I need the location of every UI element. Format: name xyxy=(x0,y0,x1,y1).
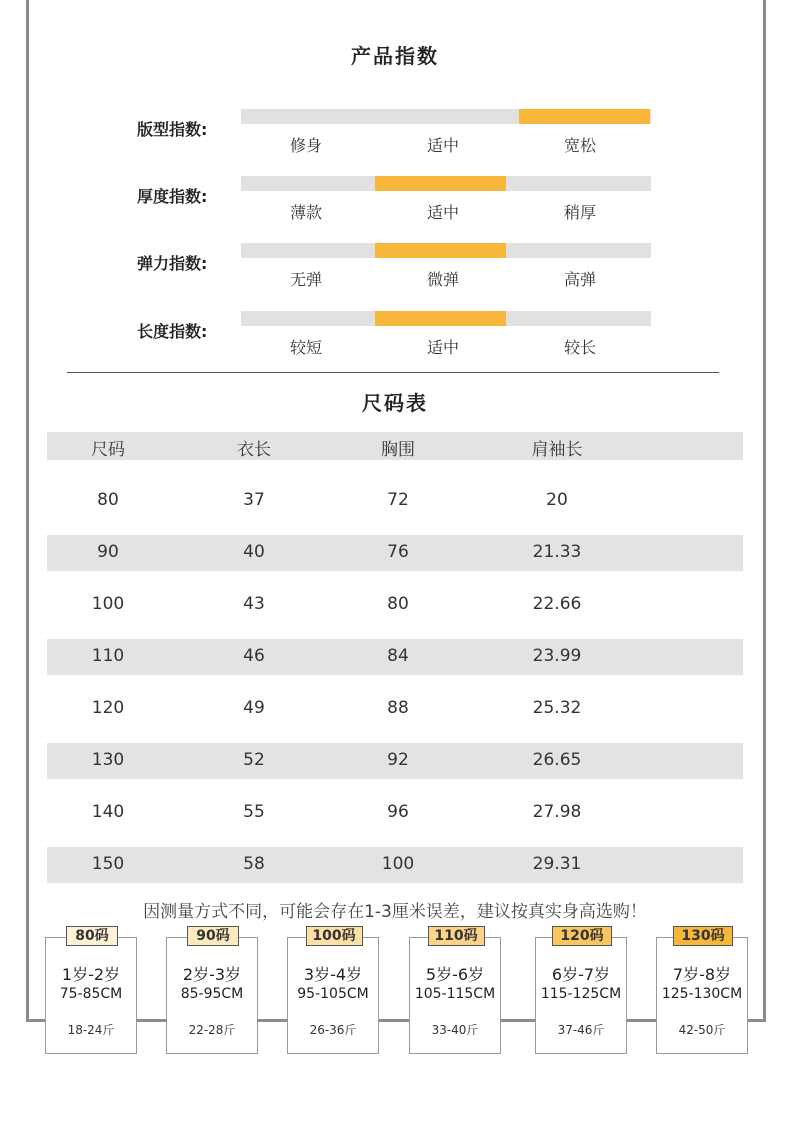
size-card-weight: 37-46斤 xyxy=(557,1023,605,1037)
size-card-weight: 22-28斤 xyxy=(188,1023,236,1037)
table-cell: 76 xyxy=(387,542,409,562)
product-index-title: 产品指数 xyxy=(351,44,439,68)
size-card-height: 125-130CM xyxy=(661,986,743,1002)
size-card-age: 1岁-2岁 xyxy=(61,965,121,984)
size-card-height: 75-85CM xyxy=(59,986,123,1002)
index-bar-active-segment xyxy=(375,243,506,258)
size-card xyxy=(45,937,137,1054)
table-cell: 58 xyxy=(243,854,265,874)
index-bar xyxy=(241,176,651,191)
index-bar-active-segment xyxy=(519,109,650,124)
index-option: 较短 xyxy=(289,338,322,357)
index-option: 修身 xyxy=(289,136,322,155)
size-card-age: 5岁-6岁 xyxy=(425,965,485,984)
table-cell: 27.98 xyxy=(532,802,582,822)
index-option: 较长 xyxy=(563,338,596,357)
size-card-age: 7岁-8岁 xyxy=(672,965,732,984)
table-cell: 22.66 xyxy=(532,594,582,614)
index-option: 适中 xyxy=(426,136,459,155)
size-card-age: 3岁-4岁 xyxy=(303,965,363,984)
table-cell: 43 xyxy=(243,594,265,614)
table-cell: 80 xyxy=(387,594,409,614)
table-cell: 100 xyxy=(91,594,125,614)
size-card xyxy=(656,937,748,1054)
index-option: 适中 xyxy=(426,203,459,222)
table-row xyxy=(47,688,743,730)
index-label: 厚度指数: xyxy=(137,187,208,206)
frame-bottom-border xyxy=(26,1019,766,1022)
table-cell: 140 xyxy=(91,802,125,822)
size-badge: 100码 xyxy=(306,926,363,946)
table-cell: 120 xyxy=(91,698,125,718)
table-cell: 150 xyxy=(91,854,125,874)
size-card-weight: 18-24斤 xyxy=(67,1023,115,1037)
index-label: 长度指数: xyxy=(137,322,208,341)
size-badge: 90码 xyxy=(187,926,239,946)
measurement-note: 因测量方式不同，可能会存在1-3厘米误差，建议按真实身高选购！ xyxy=(143,902,647,922)
index-option: 宽松 xyxy=(563,136,596,155)
size-table-title: 尺码表 xyxy=(362,391,428,415)
index-label: 弹力指数: xyxy=(137,254,208,273)
table-cell: 100 xyxy=(381,854,415,874)
index-bar-active-segment xyxy=(375,311,506,326)
table-cell: 110 xyxy=(91,646,125,666)
size-card xyxy=(287,937,379,1054)
size-badge: 80码 xyxy=(66,926,118,946)
table-cell: 96 xyxy=(387,802,409,822)
size-card xyxy=(166,937,258,1054)
index-option: 高弹 xyxy=(563,270,596,289)
table-cell: 尺码 xyxy=(91,440,125,460)
table-row xyxy=(47,792,743,834)
index-bar xyxy=(241,243,651,258)
table-cell: 92 xyxy=(387,750,409,770)
table-cell: 49 xyxy=(243,698,265,718)
size-badge: 130码 xyxy=(673,926,733,946)
table-row xyxy=(47,639,743,675)
table-cell: 84 xyxy=(387,646,409,666)
index-option: 稍厚 xyxy=(563,203,596,222)
table-cell: 26.65 xyxy=(532,750,582,770)
table-cell: 胸围 xyxy=(381,440,415,460)
table-row xyxy=(47,480,743,522)
table-cell: 130 xyxy=(91,750,125,770)
table-cell: 29.31 xyxy=(532,854,582,874)
table-row xyxy=(47,535,743,571)
size-card xyxy=(535,937,627,1054)
table-cell: 72 xyxy=(387,490,409,510)
index-bar-active-segment xyxy=(375,176,506,191)
index-label: 版型指数: xyxy=(137,120,208,139)
table-cell: 25.32 xyxy=(532,698,582,718)
size-card-age: 2岁-3岁 xyxy=(182,965,242,984)
size-card-weight: 33-40斤 xyxy=(431,1023,479,1037)
table-cell: 55 xyxy=(243,802,265,822)
size-card-weight: 26-36斤 xyxy=(309,1023,357,1037)
size-badge: 120码 xyxy=(552,926,612,946)
frame-left-border xyxy=(26,0,29,1022)
size-badge: 110码 xyxy=(428,926,485,946)
table-row xyxy=(47,743,743,779)
table-cell: 88 xyxy=(387,698,409,718)
table-cell: 衣长 xyxy=(237,440,271,460)
table-cell: 37 xyxy=(243,490,265,510)
index-option: 无弹 xyxy=(289,270,322,289)
section-divider xyxy=(67,372,719,373)
table-cell: 90 xyxy=(97,542,119,562)
size-card-height: 115-125CM xyxy=(540,986,622,1002)
size-card-weight: 42-50斤 xyxy=(678,1023,726,1037)
size-card xyxy=(409,937,501,1054)
table-header-row xyxy=(47,432,743,460)
table-row xyxy=(47,584,743,626)
frame-right-border xyxy=(763,0,766,1022)
table-cell: 20 xyxy=(546,490,568,510)
index-bar xyxy=(241,311,651,326)
index-option: 微弹 xyxy=(426,270,459,289)
size-card-height: 85-95CM xyxy=(180,986,244,1002)
table-cell: 52 xyxy=(243,750,265,770)
size-card-height: 95-105CM xyxy=(297,986,369,1002)
table-row xyxy=(47,847,743,883)
index-option: 薄款 xyxy=(289,203,322,222)
table-cell: 21.33 xyxy=(532,542,582,562)
table-cell: 23.99 xyxy=(532,646,582,666)
table-cell: 46 xyxy=(243,646,265,666)
table-cell: 80 xyxy=(97,490,119,510)
table-cell: 40 xyxy=(243,542,265,562)
size-card-age: 6岁-7岁 xyxy=(551,965,611,984)
index-option: 适中 xyxy=(426,338,459,357)
size-card-height: 105-115CM xyxy=(414,986,496,1002)
table-cell: 肩袖长 xyxy=(531,440,583,460)
index-bar xyxy=(241,109,651,124)
